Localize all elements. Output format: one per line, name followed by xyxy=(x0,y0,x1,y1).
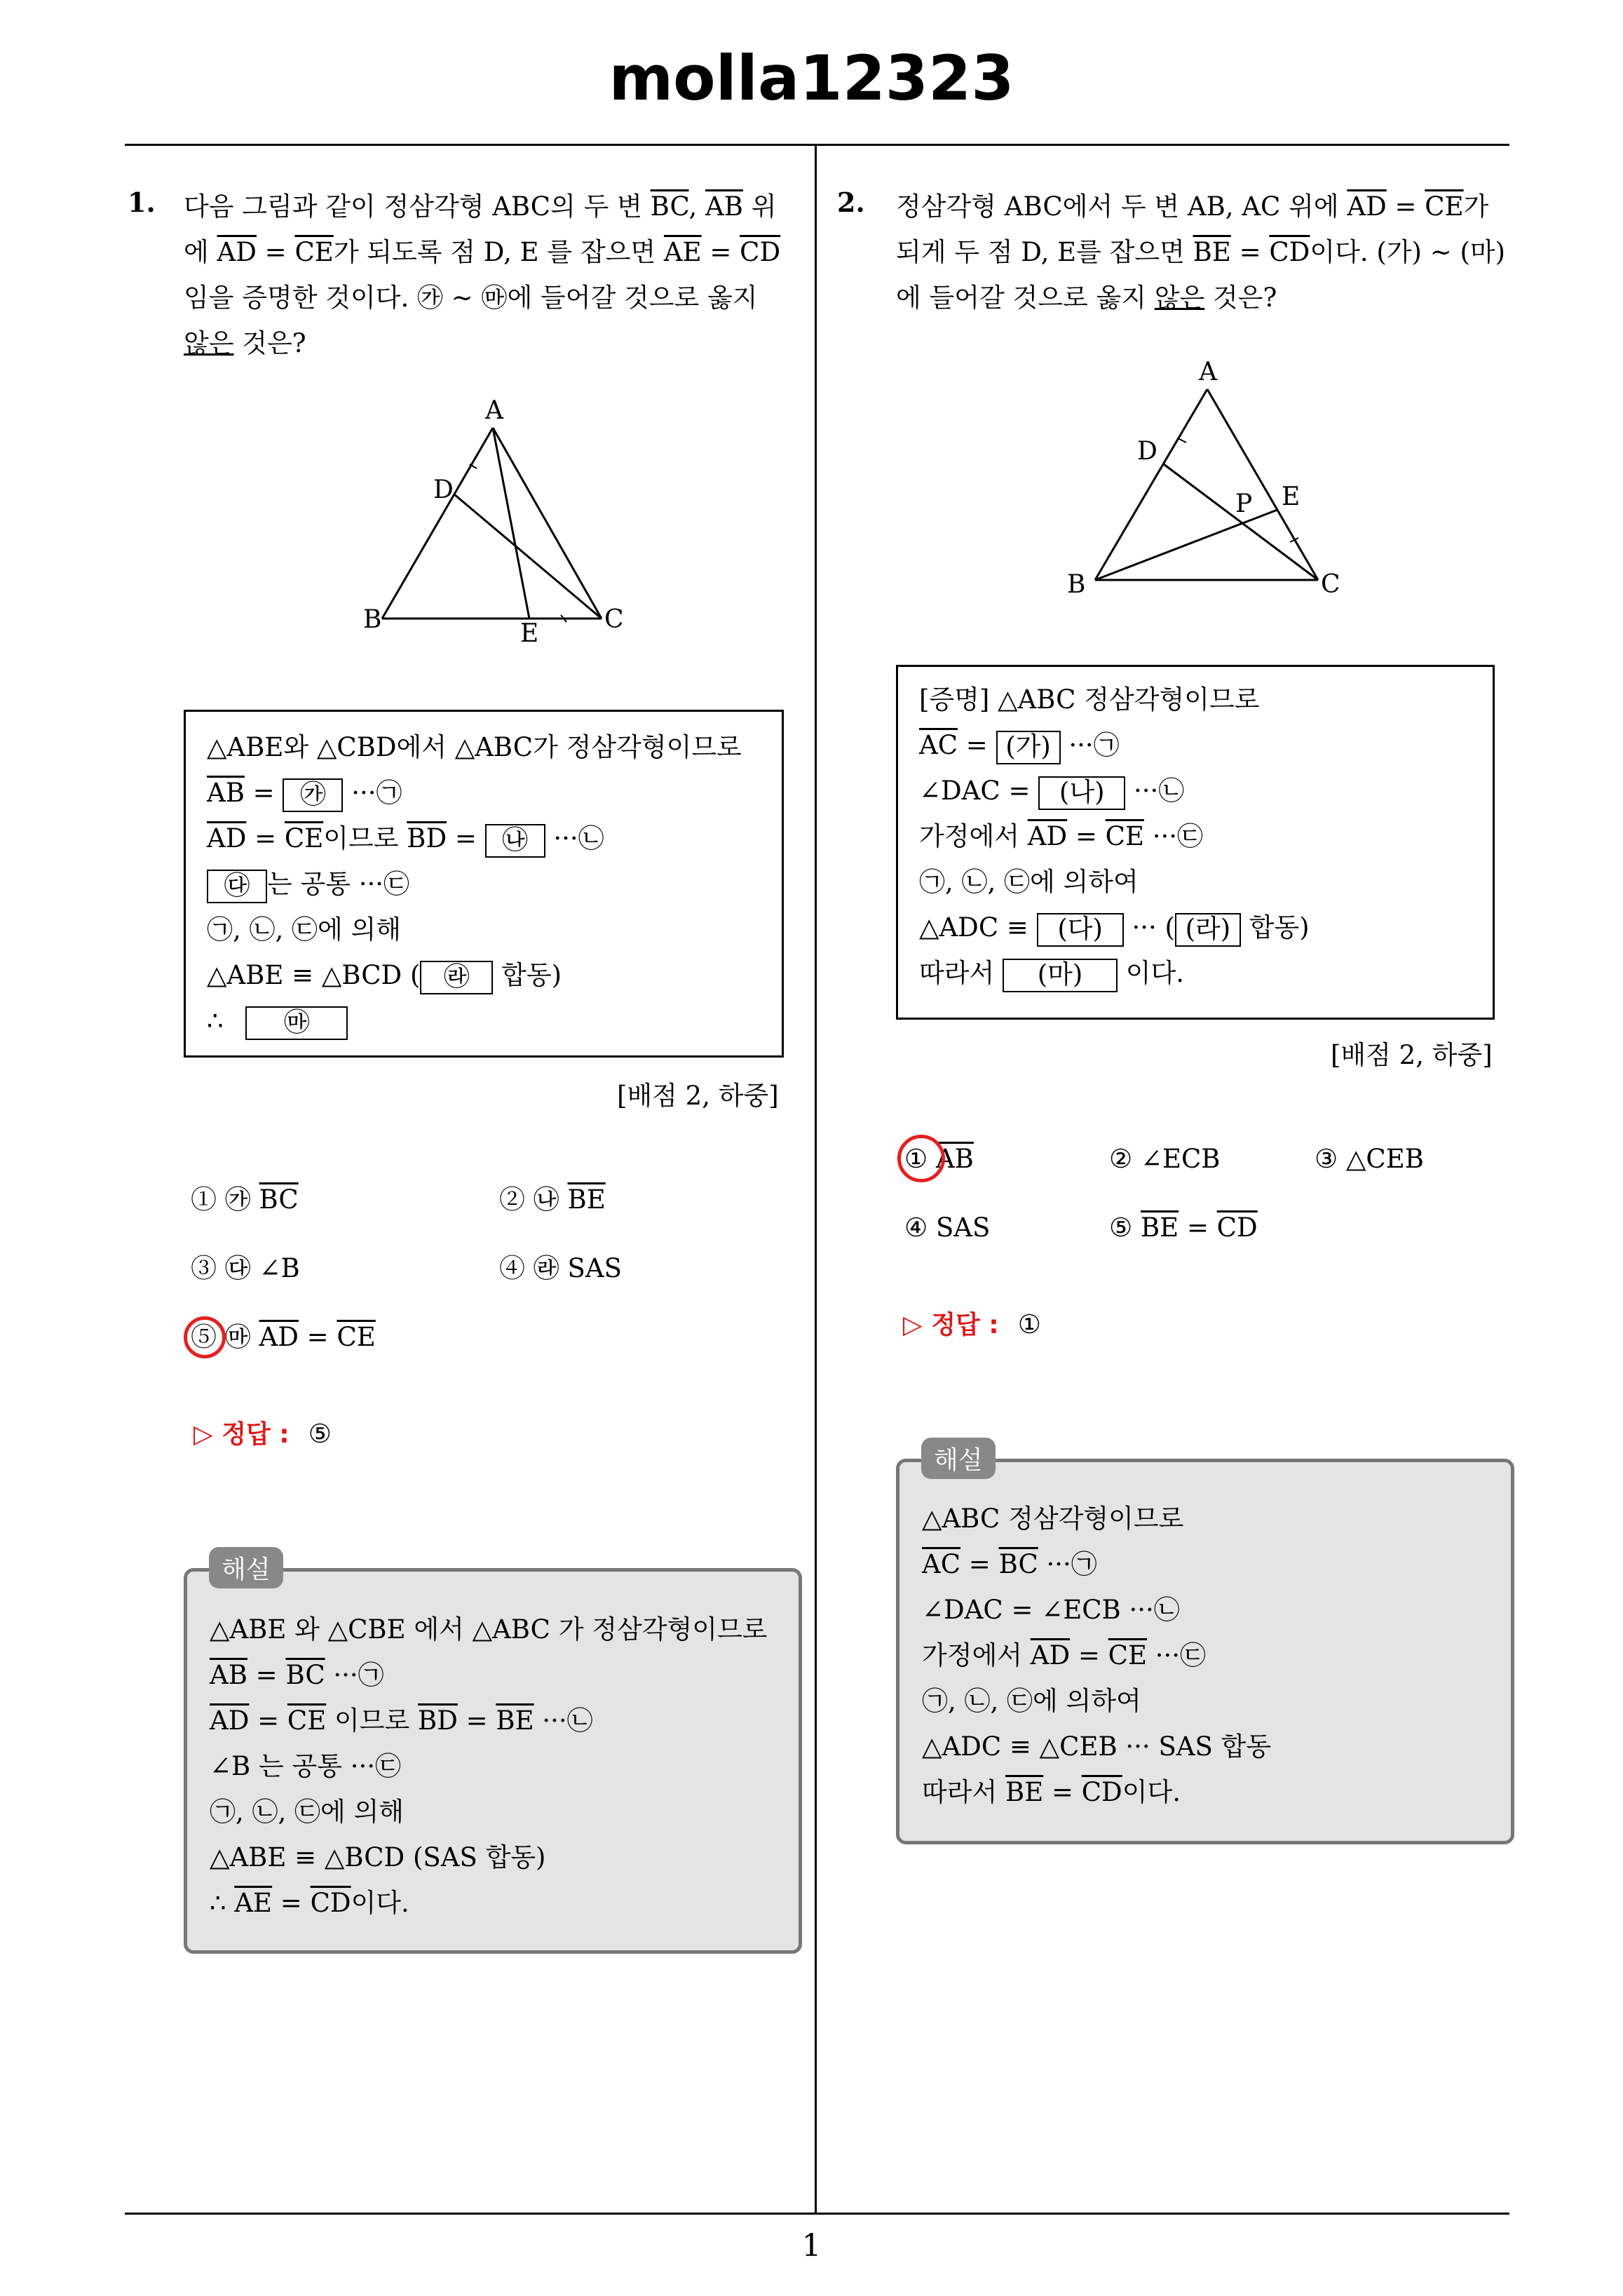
triangle-figure-1 xyxy=(351,393,645,659)
header-rule xyxy=(125,144,1509,146)
footer-rule xyxy=(125,2213,1509,2215)
solution-box: △ABC 정삼각형이므로 $\overline{AC} = \overline{BC}$ ···㉠ ∠DAC = ∠ECB ···㉡ 가정에서 $\overline{AD} = \overline{CE}$ ···㉢ ㉠, ㉡, ㉢에 의하여 △ADC ≡ △CEB ··· SAS 합동 따라서 $\overline{BE} = \overline{CD}$이다. xyxy=(896,1459,1514,1844)
solution-tag: 해설 xyxy=(209,1547,283,1588)
choice-2[interactable]: ② ∠ECB xyxy=(1109,1144,1221,1174)
label-C: C xyxy=(604,605,624,634)
score: [배점 2, 하중] xyxy=(1331,1040,1493,1070)
score: [배점 2, 하중] xyxy=(617,1081,779,1111)
label-D: D xyxy=(1137,437,1157,466)
solution-tag: 해설 xyxy=(921,1438,996,1479)
choice-4[interactable]: ④ SAS xyxy=(904,1213,991,1243)
page-number: 1 xyxy=(801,2228,822,2264)
choice-1[interactable]: ① $\overline{AB}$ xyxy=(904,1144,974,1174)
label-C: C xyxy=(1321,570,1340,599)
choice-3[interactable]: ③ △CEB xyxy=(1315,1144,1424,1174)
triangle-figure-2 xyxy=(1052,354,1367,614)
answer-line: ▷ 정답 : ① xyxy=(903,1309,1041,1339)
label-B: B xyxy=(1067,570,1086,599)
label-E: E xyxy=(1282,482,1301,511)
label-A: A xyxy=(1199,358,1217,386)
question-number: 1. xyxy=(128,187,156,218)
label-P: P xyxy=(1235,489,1253,518)
choice-5[interactable]: ⑤ ㉲ $\overline{AD} = \overline{CE}$ xyxy=(191,1322,376,1352)
proof-box: △ABE와 △CBD에서 △ABC가 정삼각형이므로 $\overline{AB}$ = ㉮ ···㉠ $\overline{AD} = \overline{CE}$이므로 $\overline{BD}$ = ㉯ ···㉡ ㉰ 는 공통 ···㉢ ㉠, ㉡, ㉢에 의해 △ABE ≡ △BCD ( ㉱ 합동) ∴ ㉲ xyxy=(184,710,784,1058)
choice-3[interactable]: ③ ㉰ ∠B xyxy=(191,1253,300,1283)
label-D: D xyxy=(433,475,454,504)
choice-4[interactable]: ④ ㉱ SAS xyxy=(499,1253,622,1283)
answer-line: ▷ 정답 : ⑤ xyxy=(193,1419,332,1449)
question-stem: 다음 그림과 같이 정삼각형 ABC의 두 변 $\overline{BC}$, $\overline{AB}$ 위 에 $\overline{AD} = \overline{CE}$가 되도록 점 D, E 를 잡으면 $\overline{AE} = \overline{CD}$ 임을 증명한 것이다. ㉮ ~ ㉲에 들어갈 것으로 옳지 않은 것은? xyxy=(184,191,781,358)
proof-box: [증명] △ABC 정삼각형이므로 $\overline{AC}$ = (가) ···㉠ ∠DAC = (나) ···㉡ 가정에서 $\overline{AD} = \overline{CE}$ ···㉢ ㉠, ㉡, ㉢에 의하여 △ADC ≡ (다) ··· ( (라) 합동) 따라서 (마) 이다. xyxy=(896,665,1495,1020)
label-E: E xyxy=(520,619,539,648)
column-divider xyxy=(815,145,817,2214)
page-title: molla12323 xyxy=(609,42,1014,114)
label-B: B xyxy=(363,605,382,634)
answer-mark xyxy=(184,1316,226,1358)
choice-1[interactable]: ① ㉮ $\overline{BC}$ xyxy=(191,1184,299,1215)
choice-5[interactable]: ⑤ $\overline{BE} = \overline{CD}$ xyxy=(1109,1213,1258,1243)
choice-2[interactable]: ② ㉯ $\overline{BE}$ xyxy=(499,1184,606,1215)
question-number: 2. xyxy=(837,187,865,218)
question-stem: 정삼각형 ABC에서 두 변 AB, AC 위에 $\overline{AD} = \overline{CE}$가 되게 두 점 D, E를 잡으면 $\overline{BE} = \overline{CD}$이다. (가) ~ (마) 에 들어갈 것으로 옳지 않은 것은? xyxy=(896,191,1506,313)
label-A: A xyxy=(485,396,503,425)
solution-box: △ABE 와 △CBE 에서 △ABC 가 정삼각형이므로 $\overline{AB} = \overline{BC}$ ···㉠ $\overline{AD} = \overline{CE}$ 이므로 $\overline{BD} = \overline{BE}$ ···㉡ ∠B 는 공통 ···㉢ ㉠, ㉡, ㉢에 의해 △ABE ≡ △BCD (SAS 합동) ∴ $\overline{AE} = \overline{CD}$이다. xyxy=(184,1568,802,1954)
answer-mark xyxy=(897,1135,945,1182)
